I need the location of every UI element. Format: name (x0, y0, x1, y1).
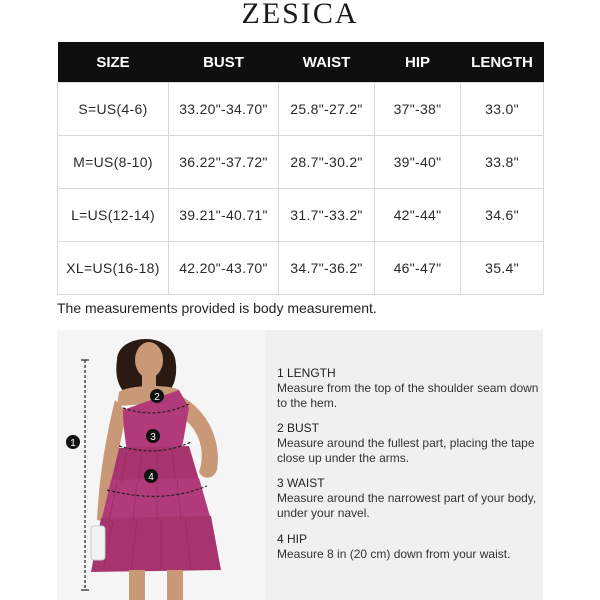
header-hip: HIP (375, 42, 461, 83)
cell-length: 33.8" (461, 136, 544, 189)
instruction-text: Measure around the narrowest part of your body, under your navel. (277, 491, 537, 520)
svg-text:1: 1 (70, 438, 76, 449)
table-header-row (58, 42, 544, 83)
instruction-length (277, 366, 539, 411)
cell-bust: 39.21"-40.71" (169, 189, 279, 242)
cell-size: S=US(4-6) (58, 83, 169, 136)
cell-size: XL=US(16-18) (58, 242, 169, 295)
cell-size: L=US(12-14) (58, 189, 169, 242)
cell-hip: 37"-38" (375, 83, 461, 136)
marker-2 (150, 389, 164, 403)
header-bust: BUST (169, 42, 279, 83)
instruction-bust (277, 421, 539, 466)
instruction-text: Measure around the fullest part, placing the tape close up under the arms. (277, 436, 535, 465)
cell-bust: 42.20"-43.70" (169, 242, 279, 295)
brand-logo: ZESICA (241, 0, 359, 30)
size-chart-table (57, 42, 544, 295)
instruction-text: Measure 8 in (20 cm) down from your waist. (277, 547, 511, 561)
cell-length: 33.0" (461, 83, 544, 136)
cell-waist: 28.7"-30.2" (279, 136, 375, 189)
instruction-hip (277, 532, 539, 562)
svg-text:2: 2 (154, 392, 160, 403)
table-row (58, 83, 544, 136)
cell-size: M=US(8-10) (58, 136, 169, 189)
cell-waist: 31.7"-33.2" (279, 189, 375, 242)
marker-3 (146, 429, 160, 443)
svg-text:3: 3 (150, 432, 156, 443)
header-length: LENGTH (461, 42, 544, 83)
table-row (58, 136, 544, 189)
cell-hip: 46"-47" (375, 242, 461, 295)
cell-bust: 36.22"-37.72" (169, 136, 279, 189)
instruction-title: 2 BUST (277, 421, 320, 435)
table-row (58, 189, 544, 242)
header-size: SIZE (58, 42, 169, 83)
instruction-title: 4 HIP (277, 532, 308, 546)
cell-length: 34.6" (461, 189, 544, 242)
marker-4 (144, 469, 158, 483)
measurement-instructions (265, 330, 543, 600)
cell-hip: 39"-40" (375, 136, 461, 189)
measurement-note: The measurements provided is body measurement. (57, 300, 377, 316)
marker-1 (66, 435, 80, 449)
dress-illustration (57, 330, 265, 600)
cell-bust: 33.20"-34.70" (169, 83, 279, 136)
table-row (58, 242, 544, 295)
cell-waist: 25.8"-27.2" (279, 83, 375, 136)
model-photo (57, 330, 265, 600)
instruction-waist (277, 476, 539, 521)
cell-hip: 42"-44" (375, 189, 461, 242)
cell-length: 35.4" (461, 242, 544, 295)
instruction-text: Measure from the top of the shoulder seam down to the hem. (277, 381, 539, 410)
header-waist: WAIST (279, 42, 375, 83)
cell-waist: 34.7"-36.2" (279, 242, 375, 295)
instruction-title: 1 LENGTH (277, 366, 336, 380)
svg-text:4: 4 (148, 472, 154, 483)
instruction-title: 3 WAIST (277, 476, 325, 490)
